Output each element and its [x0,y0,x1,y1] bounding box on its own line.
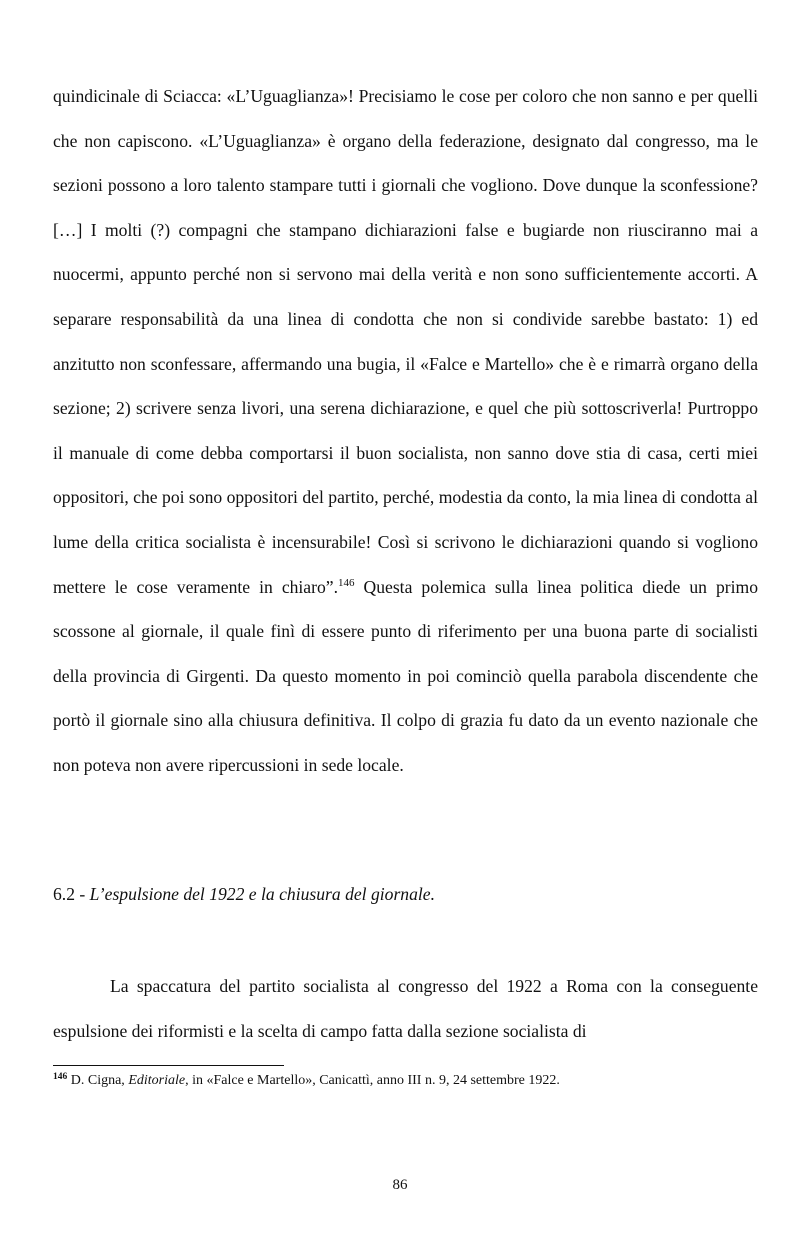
footnote-title: Editoriale [128,1073,186,1088]
footnote-reference-146[interactable]: 146 [337,576,355,589]
paragraph-1-continuation: Questa polemica sulla linea politica diede un primo scossone al giornale, il quale finì di essere punto di riferimento per una buona parte di socialisti della provincia di Girgenti. Da questo momento in poi cominciò quella parabola discendente che portò il giornale sino alla chiusura definitiva. Il colpo di grazia fu dato da un evento nazionale che non poteva non avere ripercussioni in sede locale. [53,576,758,775]
paragraph-2-text: La spaccatura del partito socialista al congresso del 1922 a Roma con la conseguente espulsione dei riformisti e la scelta di campo fatta dalla sezione socialista di [53,976,758,1041]
section-number: 6.2 - [53,884,90,904]
paragraph-1-text: quindicinale di Sciacca: «L’Uguaglianza»! Precisiamo le cose per coloro che non sanno e per quelli che non capiscono. «L’Uguaglianza» è organo della federazione, designato dal congresso, ma le sezioni possono a loro talento stampare tutti i giornali che vogliono. Dove dunque la sconfessione? […] I molti (?) compagni che stampano dichiarazioni false e bugiarde non riusciranno mai a nuocermi, appunto perché non si servono mai della verità e non sono sufficientemente accorti. A separare responsabilità da una linea di condotta che non si condivide sarebbe bastato: 1) ed anzitutto non sconfessare, affermando una bugia, il «Falce e Martello» che è e rimarrà organo della sezione; 2) scrivere senza livori, una serena dichiarazione, e quel che più sottoscriverla! Purtroppo il manuale di come debba comportarsi il buon socialista, non sanno dove stia di casa, certi miei oppositori, che poi sono oppositori del partito, perché, modestia da conto, la mia linea di condotta al lume della critica socialista è incensurabile! Così si scrivono le dichiarazioni quando si vogliono mettere le cose veramente in chiaro”. [53,86,758,597]
footnote-146 [53,1071,758,1091]
footnote-number: 146 [53,1072,68,1082]
footnote-text-after: , in «Falce e Martello», Canicattì, anno III n. 9, 24 settembre 1922. [185,1073,560,1088]
section-heading [53,879,758,909]
body-paragraph-2 [53,964,758,1053]
section-title: L’espulsione del 1922 e la chiusura del giornale. [89,884,435,904]
body-paragraph-1 [53,74,758,788]
footnote-separator [53,1065,284,1066]
footnote-text-before: D. Cigna, [67,1073,129,1088]
page-number: 86 [392,1177,408,1193]
